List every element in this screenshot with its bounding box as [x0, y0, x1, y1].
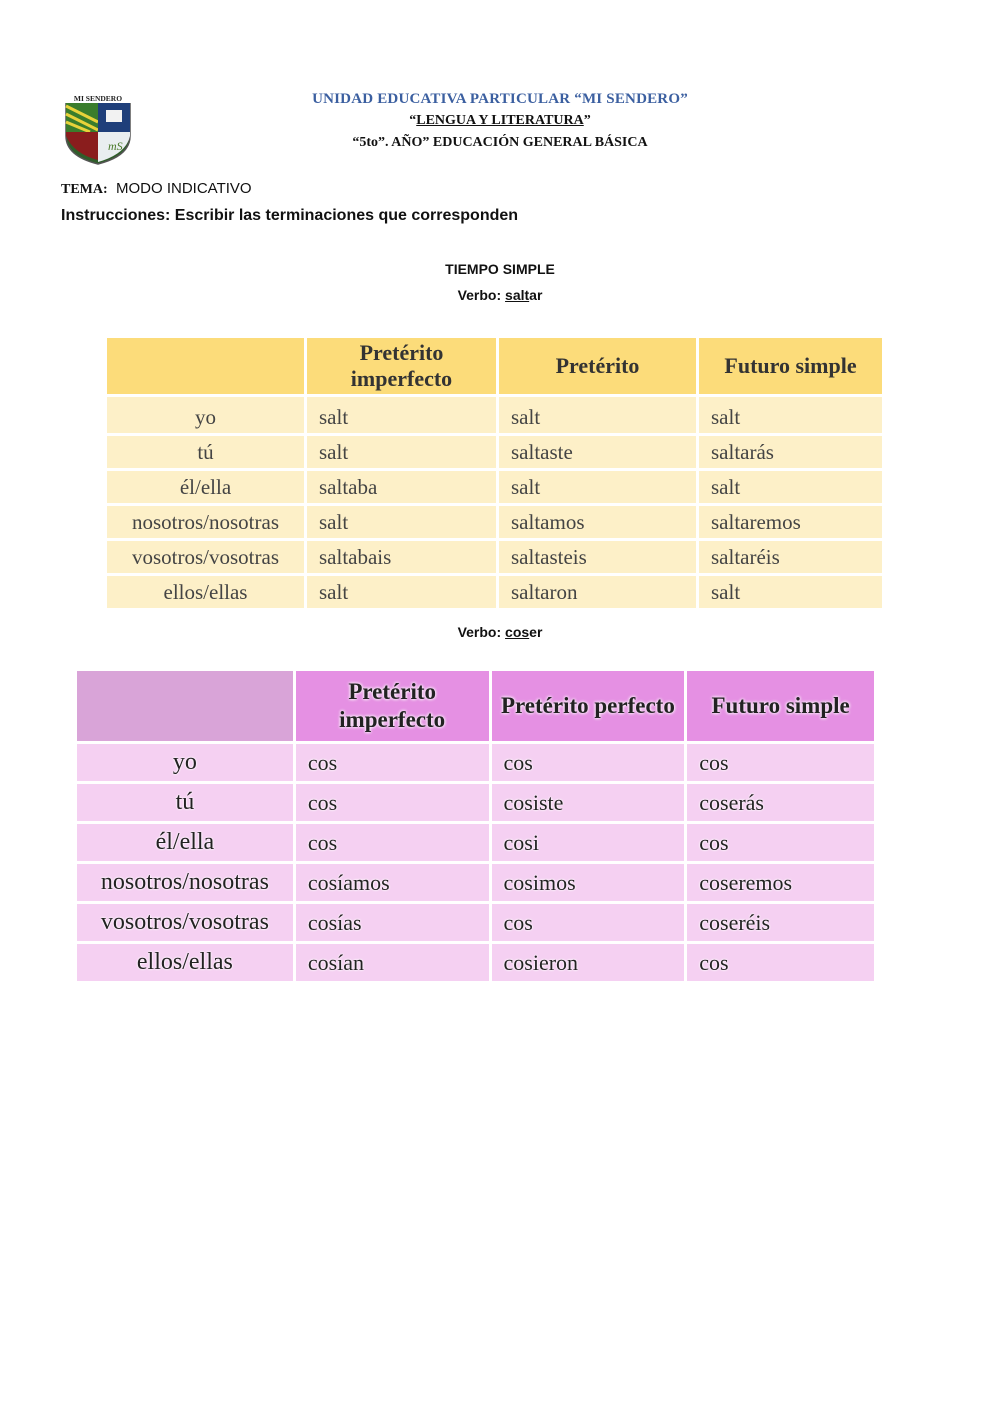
tema-line: [61, 180, 252, 198]
form-cell: cos: [296, 744, 489, 781]
form-cell: saltaremos: [699, 506, 882, 538]
table-row: [107, 436, 882, 468]
header-cell: [77, 671, 293, 741]
form-cell: salt: [307, 397, 496, 433]
form-cell: cosiste: [492, 784, 685, 821]
form-cell: cosías: [296, 904, 489, 941]
form-cell: saltamos: [499, 506, 696, 538]
section-title: TIEMPO SIMPLE: [445, 261, 555, 277]
form-cell: cos: [687, 944, 874, 981]
form-cell: saltarás: [699, 436, 882, 468]
form-cell: coseremos: [687, 864, 874, 901]
verb-ending-2: er: [529, 624, 543, 640]
conjugation-table-saltar: [104, 335, 885, 611]
table-row: [77, 824, 874, 861]
form-cell: cosimos: [492, 864, 685, 901]
pronoun-cell: ellos/ellas: [107, 576, 304, 608]
pronoun-cell: nosotros/nosotras: [77, 864, 293, 901]
table-row: [107, 397, 882, 433]
form-cell: saltaba: [307, 471, 496, 503]
form-cell: cos: [687, 824, 874, 861]
header-cell: Pretérito: [499, 338, 696, 394]
form-cell: saltabais: [307, 541, 496, 573]
logo-text: MI SENDERO: [73, 94, 123, 103]
conjugation-table-coser: [74, 668, 877, 984]
table-row: [77, 744, 874, 781]
instructions: Instrucciones: Escribir las terminaciones que corresponden: [61, 207, 519, 224]
form-cell: saltaréis: [699, 541, 882, 573]
pronoun-cell: ellos/ellas: [77, 944, 293, 981]
verb-ending-1: ar: [529, 287, 543, 303]
institution-name: UNIDAD EDUCATIVA PARTICULAR “MI SENDERO”: [312, 91, 688, 107]
form-cell: cos: [492, 744, 685, 781]
form-cell: salt: [307, 576, 496, 608]
form-cell: saltasteis: [499, 541, 696, 573]
tema-value: MODO INDICATIVO: [116, 180, 252, 197]
grade-line: “5to”. AÑO” EDUCACIÓN GENERAL BÁSICA: [352, 135, 648, 150]
pronoun-cell: él/ella: [107, 471, 304, 503]
pronoun-cell: yo: [107, 397, 304, 433]
form-cell: salt: [699, 471, 882, 503]
table-header-row: [107, 338, 882, 394]
pronoun-cell: vosotros/vosotras: [107, 541, 304, 573]
form-cell: coseréis: [687, 904, 874, 941]
form-cell: cos: [687, 744, 874, 781]
form-cell: cosi: [492, 824, 685, 861]
pronoun-cell: tú: [107, 436, 304, 468]
table-row: [107, 576, 882, 608]
form-cell: cos: [296, 784, 489, 821]
form-cell: salt: [307, 506, 496, 538]
verb-heading-1: Verbo: saltar: [457, 287, 543, 303]
pronoun-cell: yo: [77, 744, 293, 781]
verb-root-2: cos: [505, 624, 530, 640]
form-cell: salt: [307, 436, 496, 468]
table-row: [107, 541, 882, 573]
header-cell: Futuro simple: [687, 671, 874, 741]
svg-text:mS: mS: [108, 139, 123, 153]
pronoun-cell: vosotros/vosotras: [77, 904, 293, 941]
verb-heading-2: Verbo: coser: [457, 624, 543, 640]
form-cell: salt: [499, 397, 696, 433]
table-header-row: [77, 671, 874, 741]
form-cell: salt: [499, 471, 696, 503]
form-cell: cosíamos: [296, 864, 489, 901]
pronoun-cell: tú: [77, 784, 293, 821]
table-row: [77, 784, 874, 821]
subject-line: “LENGUA Y LITERATURA”: [409, 113, 591, 128]
header-cell: Pretérito imperfecto: [296, 671, 489, 741]
form-cell: saltaste: [499, 436, 696, 468]
form-cell: cosían: [296, 944, 489, 981]
header-cell: Pretérito imperfecto: [307, 338, 496, 394]
header-cell: Pretérito perfecto: [492, 671, 685, 741]
table-row: [107, 471, 882, 503]
verb-root-1: salt: [505, 287, 530, 303]
header-cell: Futuro simple: [699, 338, 882, 394]
form-cell: cos: [296, 824, 489, 861]
table-row: [77, 904, 874, 941]
form-cell: saltaron: [499, 576, 696, 608]
form-cell: cos: [492, 904, 685, 941]
form-cell: salt: [699, 576, 882, 608]
table-row: [77, 864, 874, 901]
form-cell: salt: [699, 397, 882, 433]
table-row: [77, 944, 874, 981]
tema-label: TEMA:: [61, 182, 108, 197]
table-row: [107, 506, 882, 538]
pronoun-cell: él/ella: [77, 824, 293, 861]
subject-name: LENGUA Y LITERATURA: [416, 113, 584, 128]
header-cell: [107, 338, 304, 394]
form-cell: cosieron: [492, 944, 685, 981]
form-cell: coserás: [687, 784, 874, 821]
pronoun-cell: nosotros/nosotras: [107, 506, 304, 538]
